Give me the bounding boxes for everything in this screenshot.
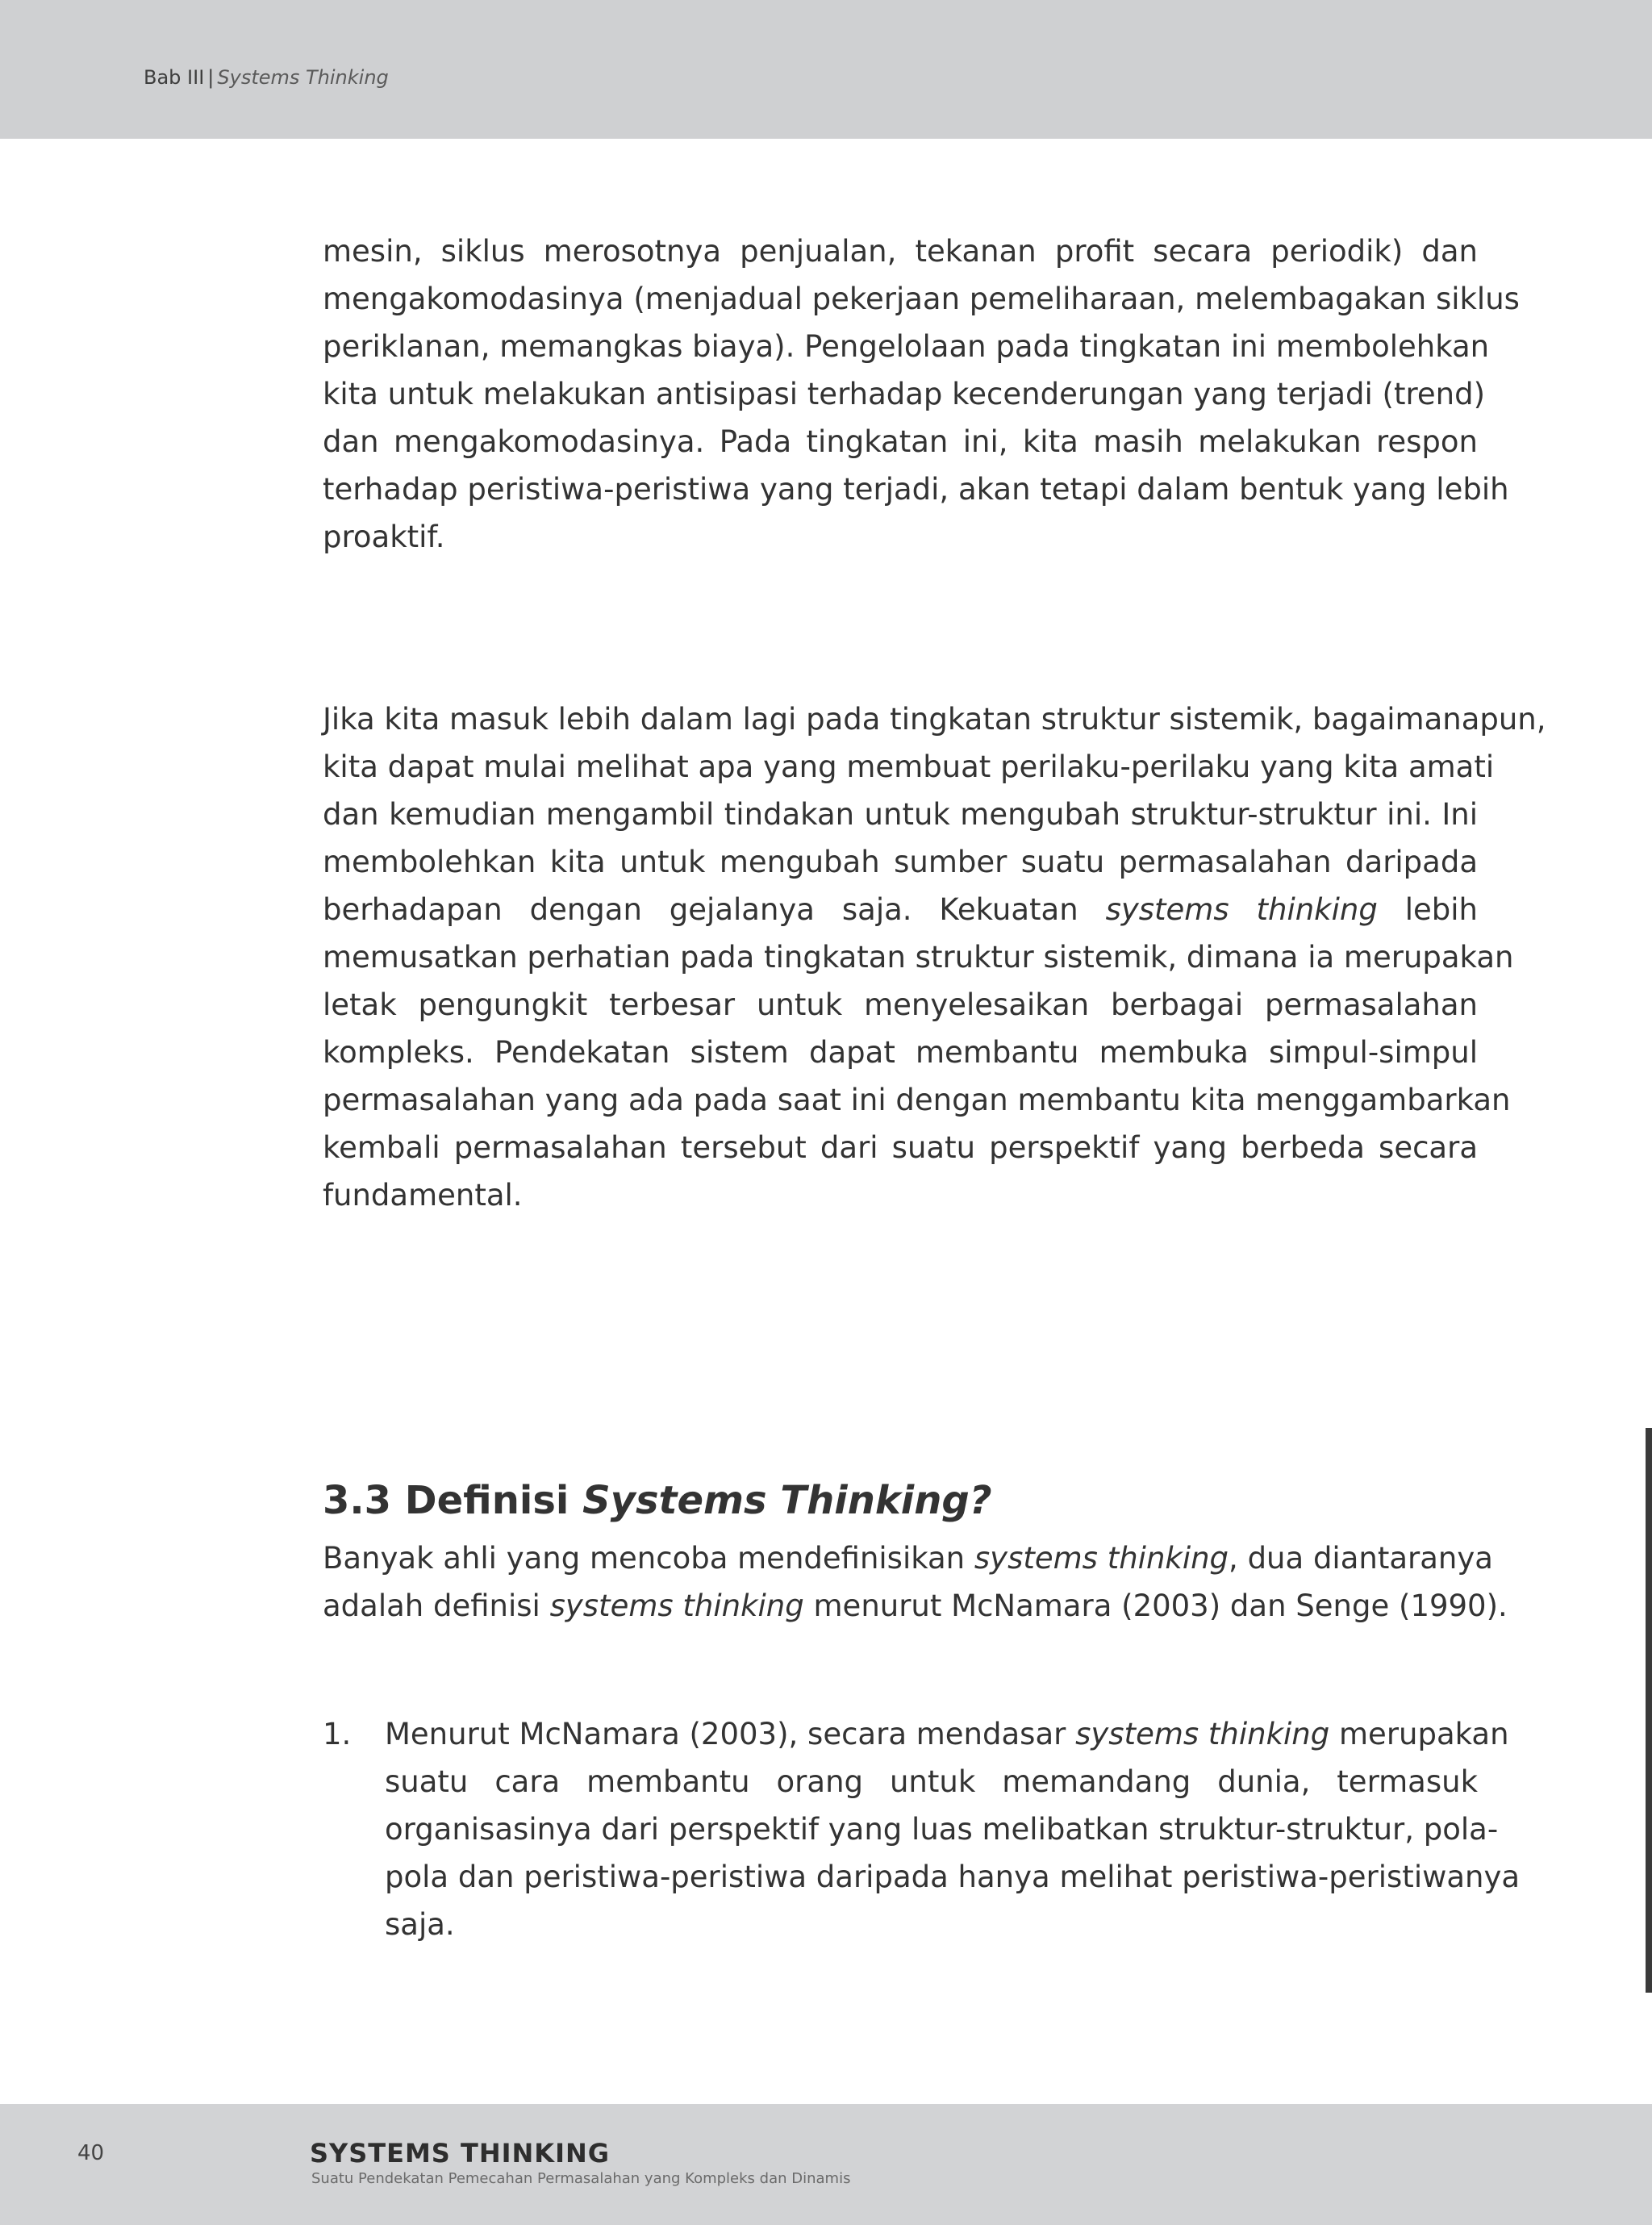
list-line: pola dan peristiwa-peristiwa daripada hanya melihat peristiwa-peristiwanya: [385, 1860, 1521, 1894]
page-number: 40: [77, 2141, 105, 2165]
paragraph-line: mesin, siklus merosotnya penjualan, tekanan profit secara periodik) dan: [323, 234, 1478, 269]
paragraph-line: fundamental.: [323, 1178, 523, 1213]
paragraph-2: [323, 695, 1546, 1219]
section-number: 3.3: [323, 1478, 392, 1523]
header-chapter: Bab III: [144, 66, 205, 89]
section-title: Definisi: [404, 1478, 569, 1523]
paragraph-line: kembali permasalahan tersebut dari suatu perspektif yang berbeda secara: [323, 1130, 1478, 1165]
list-line: suatu cara membantu orang untuk memandang dunia, termasuk: [385, 1764, 1478, 1799]
section-intro: [323, 1534, 1508, 1630]
list-line: Menurut McNamara (2003), secara mendasar systems thinking merupakan: [385, 1717, 1509, 1751]
footer-book-title: SYSTEMS THINKING: [310, 2138, 611, 2169]
paragraph-1: [323, 228, 1520, 561]
paragraph-line: mengakomodasinya (menjadual pekerjaan pemeliharaan, melembagakan siklus: [323, 282, 1520, 316]
paragraph-line: kita dapat mulai melihat apa yang membuat perilaku-perilaku yang kita amati: [323, 749, 1495, 784]
paragraph-line: Banyak ahli yang mencoba mendefinisikan systems thinking, dua diantaranya: [323, 1541, 1493, 1576]
paragraph-line: memusatkan perhatian pada tingkatan struktur sistemik, dimana ia merupakan: [323, 940, 1514, 975]
definition-list: [323, 1710, 1521, 1948]
page-footer: [0, 2104, 1652, 2225]
paragraph-line: letak pengungkit terbesar untuk menyelesaikan berbagai permasalahan: [323, 987, 1478, 1022]
page-edge-shadow: [1646, 1428, 1652, 1993]
list-line: saja.: [385, 1907, 455, 1942]
list-line: organisasinya dari perspektif yang luas melibatkan struktur-struktur, pola-: [385, 1812, 1499, 1847]
paragraph-line: permasalahan yang ada pada saat ini dengan membantu kita menggambarkan: [323, 1083, 1511, 1117]
paragraph-line: dan mengakomodasinya. Pada tingkatan ini, kita masih melakukan respon: [323, 424, 1478, 459]
paragraph-line: kita untuk melakukan antisipasi terhadap kecenderungan yang terjadi (trend): [323, 377, 1486, 411]
paragraph-line: membolehkan kita untuk mengubah sumber suatu permasalahan daripada: [323, 845, 1478, 879]
paragraph-line: berhadapan dengan gejalanya saja. Kekuatan systems thinking lebih: [323, 892, 1478, 927]
paragraph-line: periklanan, memangkas biaya). Pengelolaan pada tingkatan ini membolehkan: [323, 329, 1490, 364]
paragraph-line: terhadap peristiwa-peristiwa yang terjadi, akan tetapi dalam bentuk yang lebih: [323, 472, 1509, 507]
header-title: Systems Thinking: [217, 66, 389, 89]
section-heading: [323, 1478, 992, 1523]
header-separator: |: [207, 66, 215, 89]
list-marker: 1.: [323, 1717, 352, 1751]
list-item: [323, 1710, 1521, 1948]
section-title-italic: Systems Thinking?: [582, 1478, 992, 1523]
footer-book-subtitle: Suatu Pendekatan Pemecahan Permasalahan yang Kompleks dan Dinamis: [311, 2170, 851, 2187]
paragraph-line: dan kemudian mengambil tindakan untuk mengubah struktur-struktur ini. Ini: [323, 797, 1478, 832]
paragraph-line: proaktif.: [323, 520, 445, 554]
running-header: [144, 66, 389, 89]
paragraph-line: Jika kita masuk lebih dalam lagi pada tingkatan struktur sistemik, bagaimanapun,: [323, 702, 1546, 737]
paragraph-line: adalah definisi systems thinking menurut McNamara (2003) dan Senge (1990).: [323, 1588, 1508, 1623]
paragraph-line: kompleks. Pendekatan sistem dapat membantu membuka simpul-simpul: [323, 1035, 1478, 1070]
